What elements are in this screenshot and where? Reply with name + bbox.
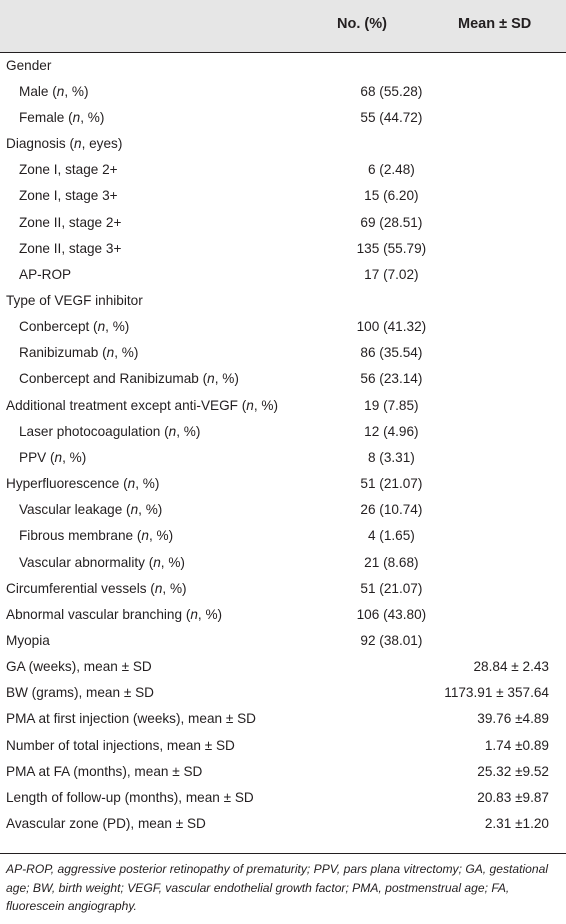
row-label-text: Zone II, stage 2+ (19, 214, 122, 230)
table-row (0, 627, 566, 653)
row-label (0, 340, 339, 366)
row-label-text: Length of follow-up (months), mean ± SD (6, 789, 254, 805)
number-percent-cell: 51 (21.07) (360, 580, 423, 596)
row-label-text: Vascular leakage ( (19, 502, 131, 518)
row-label-text: Female ( (19, 109, 73, 125)
number-percent-cell: 6 (2.48) (367, 162, 415, 178)
footnote-rule (0, 853, 566, 854)
row-label-text: PMA at FA (months), mean ± SD (6, 763, 203, 779)
mean-sd-cell (444, 575, 566, 601)
number-percent-cell (339, 784, 445, 810)
row-label-text: Gender (6, 57, 52, 73)
row-label-text: PPV ( (19, 449, 55, 465)
number-percent-cell (339, 706, 445, 732)
row-label (0, 209, 339, 235)
table-row (0, 575, 566, 601)
column-header-mean: Mean ± SD (458, 16, 532, 32)
table-row (0, 784, 566, 810)
row-label (0, 601, 339, 627)
mean-sd-cell: 1.74 ±0.89 (484, 737, 549, 753)
row-label (0, 784, 339, 810)
table-row (0, 732, 566, 758)
row-label-end: , %) (197, 606, 223, 622)
number-percent-cell (339, 732, 445, 758)
number-percent-cell: 92 (38.01) (360, 633, 423, 649)
number-percent-cell (339, 130, 445, 156)
row-label-text: PMA at first injection (weeks), mean ± SD (6, 711, 256, 727)
row-label-italic: n (106, 345, 115, 361)
row-label (0, 261, 339, 287)
row-label-text: Avascular zone (PD), mean ± SD (6, 816, 206, 832)
row-label-end: , %) (148, 528, 174, 544)
number-percent-cell (339, 52, 445, 78)
number-percent-cell: 106 (43.80) (356, 606, 427, 622)
number-percent-cell (339, 811, 445, 837)
row-label-italic: n (207, 371, 215, 387)
row-label-text: Zone I, stage 3+ (19, 188, 118, 204)
row-label-text: Vascular abnormality ( (19, 554, 154, 570)
table-row (0, 78, 566, 104)
row-label (0, 287, 339, 313)
row-label (0, 392, 339, 418)
row-label-end: , %) (80, 109, 105, 125)
table-row (0, 209, 566, 235)
row-label-italic: n (190, 606, 198, 622)
number-percent-cell: 86 (35.54) (360, 345, 423, 361)
row-label-italic: n (153, 554, 161, 570)
row-label (0, 444, 339, 470)
table-row (0, 314, 566, 340)
mean-sd-cell (444, 340, 566, 366)
number-percent-cell: 68 (55.28) (360, 83, 423, 99)
row-label-text: Type of VEGF inhibitor (6, 292, 143, 308)
table-row (0, 523, 566, 549)
row-label (0, 680, 339, 706)
table-row (0, 340, 566, 366)
mean-sd-cell (444, 444, 566, 470)
row-label (0, 575, 339, 601)
table-row (0, 183, 566, 209)
table-row (0, 235, 566, 261)
mean-sd-cell (444, 261, 566, 287)
mean-sd-cell (444, 235, 566, 261)
mean-sd-cell (444, 549, 566, 575)
row-label (0, 471, 339, 497)
table-row (0, 261, 566, 287)
table-row (0, 497, 566, 523)
mean-sd-cell (444, 627, 566, 653)
row-label-text: Male ( (19, 83, 57, 99)
number-percent-cell: 69 (28.51) (360, 214, 423, 230)
row-label-text: Diagnosis ( (6, 136, 74, 152)
mean-sd-cell: 1173.91 ± 357.64 (444, 685, 549, 701)
row-label-end: , eyes) (81, 136, 123, 152)
table-row (0, 104, 566, 130)
row-label-end: , %) (105, 319, 130, 335)
row-label-end: , %) (135, 476, 160, 492)
row-label-end: , %) (253, 397, 279, 413)
number-percent-cell: 12 (4.96) (364, 423, 419, 439)
number-percent-cell (339, 654, 445, 680)
number-percent-cell: 26 (10.74) (360, 502, 423, 518)
row-label-end: , %) (176, 423, 201, 439)
number-percent-cell: 17 (7.02) (364, 266, 419, 282)
row-label (0, 549, 339, 575)
mean-sd-cell: 20.83 ±9.87 (477, 789, 549, 805)
row-label-text: Hyperfluorescence ( (6, 476, 128, 492)
row-label-text: BW (grams), mean ± SD (6, 685, 154, 701)
table-row (0, 366, 566, 392)
table-row (0, 392, 566, 418)
row-label-italic: n (97, 319, 106, 335)
table-row (0, 52, 566, 78)
table-row (0, 157, 566, 183)
mean-sd-cell (444, 130, 566, 156)
row-label-end: , %) (162, 580, 187, 596)
row-label-end: , %) (64, 83, 89, 99)
row-label-italic: n (54, 449, 63, 465)
table-header (0, 0, 566, 52)
mean-sd-cell: 2.31 ±1.20 (484, 816, 549, 832)
mean-sd-cell (444, 601, 566, 627)
table-body (0, 52, 566, 837)
table-row (0, 654, 566, 680)
mean-sd-cell (444, 418, 566, 444)
row-label (0, 497, 339, 523)
mean-sd-cell: 39.76 ±4.89 (477, 711, 549, 727)
number-percent-cell: 21 (8.68) (364, 554, 419, 570)
row-label-italic: n (246, 397, 254, 413)
table-footnote: AP-ROP, aggressive posterior retinopathy of prematurity; PPV, pars plana vitrectomy; GA, gestational age; BW, birth weight; VEGF, vascular endothelial growth factor; PMA, postmenstrual age; FA, fluorescein angiography. (6, 862, 549, 913)
row-label-end: , %) (138, 502, 163, 518)
row-label-text: Conbercept and Ranibizumab ( (19, 371, 208, 387)
table-row (0, 471, 566, 497)
mean-sd-cell (444, 497, 566, 523)
row-label-end: , %) (62, 449, 87, 465)
number-percent-cell: 15 (6.20) (364, 188, 419, 204)
row-label-text: GA (weeks), mean ± SD (6, 659, 152, 675)
row-label (0, 157, 339, 183)
mean-sd-cell (444, 78, 566, 104)
number-percent-cell: 4 (1.65) (367, 528, 415, 544)
row-label (0, 627, 339, 653)
table-row (0, 130, 566, 156)
table-row (0, 811, 566, 837)
table-row (0, 706, 566, 732)
mean-sd-cell (444, 287, 566, 313)
row-label-text: Laser photocoagulation ( (19, 423, 169, 439)
number-percent-cell (339, 680, 445, 706)
row-label (0, 314, 339, 340)
row-label-text: Zone II, stage 3+ (19, 240, 122, 256)
mean-sd-cell (444, 471, 566, 497)
row-label-italic: n (154, 580, 163, 596)
row-label (0, 523, 339, 549)
mean-sd-cell (444, 157, 566, 183)
table-row (0, 287, 566, 313)
row-label-end: , %) (214, 371, 239, 387)
table-row (0, 680, 566, 706)
data-table (0, 52, 566, 837)
number-percent-cell: 100 (41.32) (356, 319, 427, 335)
mean-sd-cell: 28.84 ± 2.43 (473, 659, 549, 675)
row-label-text: Abnormal vascular branching ( (6, 606, 191, 622)
mean-sd-cell (444, 52, 566, 78)
row-label (0, 732, 339, 758)
row-label (0, 183, 339, 209)
row-label-text: Additional treatment except anti-VEGF ( (6, 397, 247, 413)
row-label-italic: n (74, 136, 82, 152)
number-percent-cell: 135 (55.79) (356, 240, 427, 256)
table-row (0, 758, 566, 784)
row-label-text: Fibrous membrane ( (19, 528, 142, 544)
mean-sd-cell: 25.32 ±9.52 (477, 763, 549, 779)
row-label-text: Conbercept ( (19, 319, 98, 335)
mean-sd-cell (444, 209, 566, 235)
row-label-end: , %) (160, 554, 185, 570)
row-label-text: Ranibizumab ( (19, 345, 107, 361)
row-label (0, 104, 339, 130)
row-label (0, 758, 339, 784)
column-header-number: No. (%) (337, 16, 387, 32)
row-label (0, 52, 339, 78)
row-label-text: Zone I, stage 2+ (19, 162, 118, 178)
row-label-text: Circumferential vessels ( (6, 580, 155, 596)
row-label-italic: n (168, 423, 177, 439)
mean-sd-cell (444, 183, 566, 209)
mean-sd-cell (444, 104, 566, 130)
row-label-text: AP-ROP (19, 266, 72, 282)
row-label (0, 235, 339, 261)
row-label (0, 130, 339, 156)
row-label (0, 811, 339, 837)
number-percent-cell: 19 (7.85) (364, 397, 419, 413)
mean-sd-cell (444, 523, 566, 549)
mean-sd-cell (444, 392, 566, 418)
mean-sd-cell (444, 366, 566, 392)
row-label (0, 654, 339, 680)
row-label (0, 418, 339, 444)
row-label-italic: n (56, 83, 65, 99)
table-row (0, 549, 566, 575)
number-percent-cell (339, 287, 445, 313)
row-label-italic: n (130, 502, 139, 518)
row-label-end: , %) (114, 345, 139, 361)
row-label-italic: n (141, 528, 149, 544)
number-percent-cell: 55 (44.72) (360, 109, 423, 125)
row-label (0, 366, 339, 392)
number-percent-cell: 8 (3.31) (367, 449, 415, 465)
mean-sd-cell (444, 314, 566, 340)
table-row (0, 601, 566, 627)
row-label-text: Number of total injections, mean ± SD (6, 737, 235, 753)
number-percent-cell (339, 758, 445, 784)
table-row (0, 444, 566, 470)
row-label (0, 706, 339, 732)
row-label (0, 78, 339, 104)
row-label-italic: n (72, 109, 81, 125)
number-percent-cell: 51 (21.07) (360, 476, 423, 492)
table-row (0, 418, 566, 444)
row-label-text: Myopia (6, 633, 50, 649)
number-percent-cell: 56 (23.14) (360, 371, 423, 387)
row-label-italic: n (127, 476, 136, 492)
